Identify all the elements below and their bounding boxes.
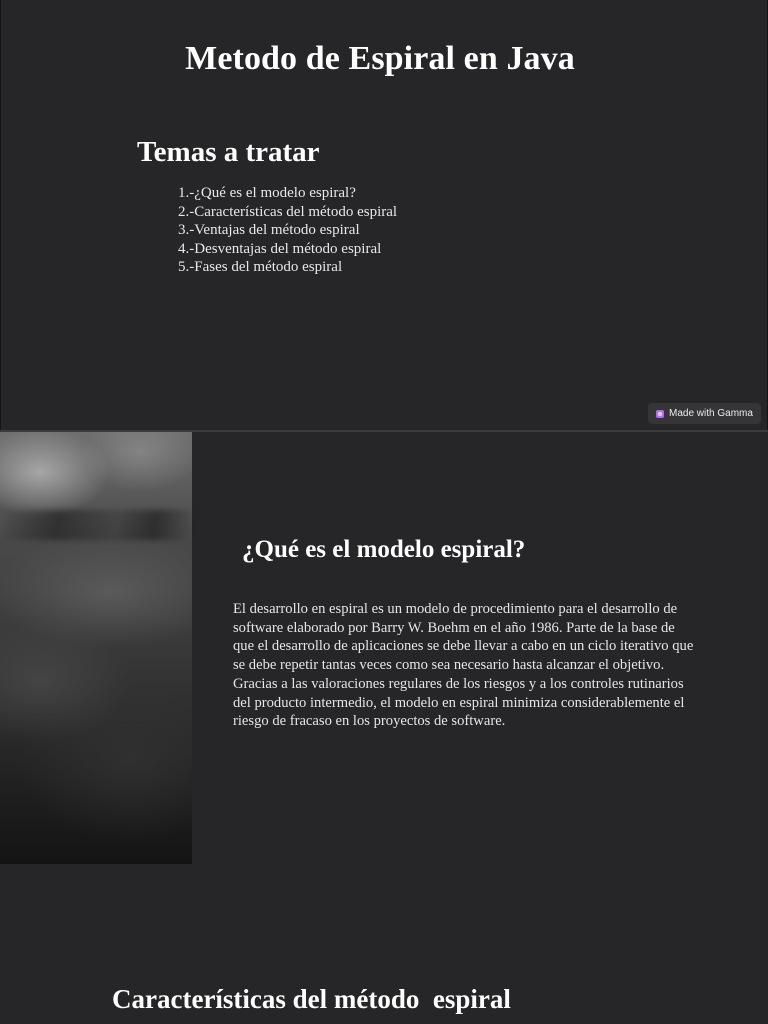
topics-heading: Temas a tratar	[137, 136, 320, 168]
topic-item: 3.-Ventajas del método espiral	[178, 222, 360, 239]
badge-label: Made with Gamma	[669, 408, 753, 419]
presentation-title: Metodo de Espiral en Java	[185, 40, 575, 77]
section-paragraph: El desarrollo en espiral es un modelo de procedimiento para el desarrollo de software elaborado por Barry W. Boehm en el año 1986. Parte de la base de que el desarrollo de aplicaciones se debe llevar a cabo en un ciclo iterativo que se debe repetir tantas veces como sea necesario hasta alcanzar el objetivo. Gracias a las valoraciones regulares de los riesgos y a los controles rutinarios del producto intermedio, el modelo en espiral minimiza considerablemente el riesgo de fracaso en los proyectos de software.	[233, 601, 694, 730]
gray-texture-image	[0, 432, 192, 864]
made-with-gamma-badge[interactable]	[648, 403, 761, 424]
gamma-logo-icon	[655, 409, 665, 419]
topic-item: 1.-¿Qué es el modelo espiral?	[178, 185, 356, 201]
topic-item: 2.-Características del método espiral	[178, 203, 398, 220]
topic-item: 5.-Fases del método espiral	[178, 259, 343, 276]
texture-crack	[0, 510, 192, 540]
slide-1	[0, 0, 768, 430]
topics-list	[178, 184, 397, 277]
slide-2	[0, 432, 768, 1024]
next-section-heading: Características del método espiral	[112, 984, 511, 1014]
topic-item: 4.-Desventajas del método espiral	[178, 240, 382, 257]
section-heading: ¿Qué es el modelo espiral?	[242, 536, 526, 563]
